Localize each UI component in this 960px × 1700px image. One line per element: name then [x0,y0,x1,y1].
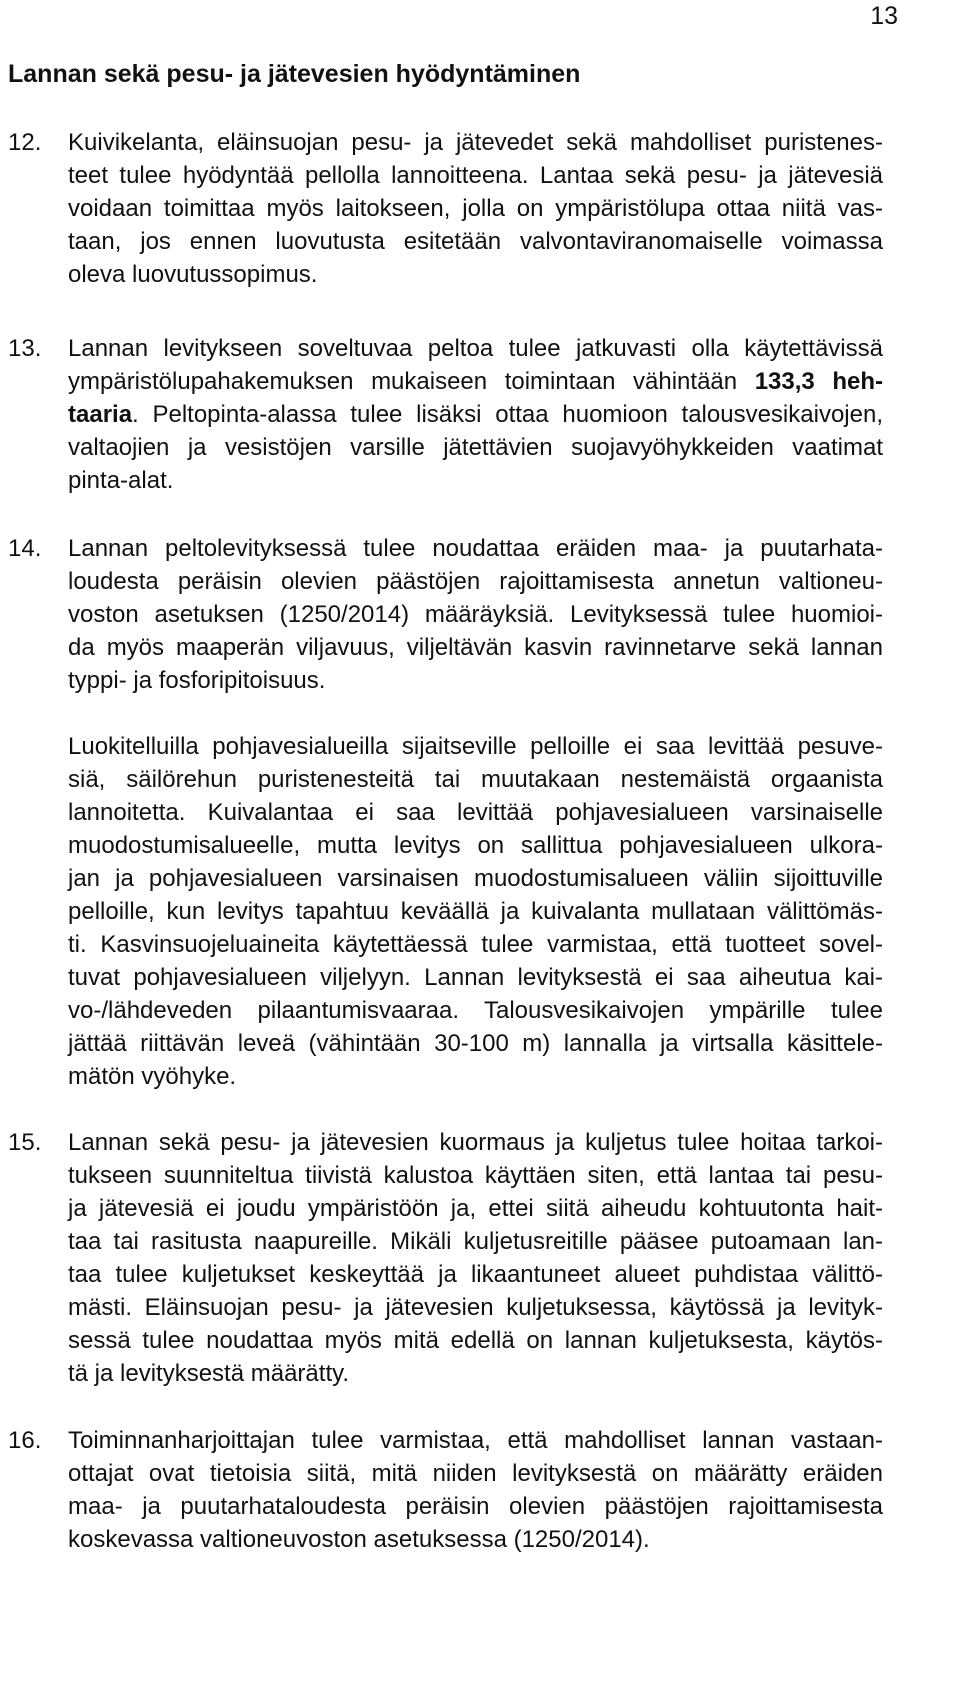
text-line: voston asetuksen (1250/2014) määräyksiä. Levityksessä tulee huomioi- [68,601,883,628]
text-line [68,365,883,398]
text-line: loudesta peräisin olevien päästöjen rajoittamisesta annetun valtioneu- [68,568,883,595]
item-14-continuation [8,730,883,1093]
text-line: Lannan levitykseen soveltuvaa peltoa tulee jatkuvasti olla käytettävissä [68,335,883,362]
text-line: jättää riittävän leveä (vähintään 30-100 m) lannalla ja virtsalla käsittele- [68,1030,883,1057]
numbered-item-15 [8,1126,883,1390]
item-text [68,532,883,697]
text-line: ottajat ovat tietoisia siitä, mitä niiden levityksestä on määrätty eräiden [68,1460,883,1487]
text-line: typpi- ja fosforipitoisuus. [68,667,326,694]
numbered-item-12 [8,126,883,291]
text-line: Kuivikelanta, eläinsuojan pesu- ja jätevedet sekä mahdolliset puristenes- [68,129,883,156]
text-line: oleva luovutussopimus. [68,261,318,288]
item-number: 15. [8,1129,42,1156]
emphasized-value: 133,3 heh- [754,368,884,395]
text-line: sessä tulee noudattaa myös mitä edellä on lannan kuljetuksesta, käytös- [68,1327,883,1354]
text-line: taan, jos ennen luovutusta esitetään valvontaviranomaiselle voimassa [68,228,883,255]
item-text [68,1424,883,1556]
text-line: pinta-alat. [68,467,174,494]
numbered-item-14 [8,532,883,697]
section-heading: Lannan sekä pesu- ja jätevesien hyödyntäminen [8,60,581,88]
text-line: mästi. Eläinsuojan pesu- ja jätevesien kuljetuksessa, käytössä ja levityk- [68,1294,883,1321]
text-line: muodostumisalueelle, mutta levitys on sallittua pohjavesialueen ulkora- [68,832,883,859]
text-line: Toiminnanharjoittajan tulee varmistaa, että mahdolliset lannan vastaan- [68,1427,883,1454]
text-line: valtaojien ja vesistöjen varsille jätettävien suojavyöhykkeiden vaatimat [68,434,883,461]
item-number: 12. [8,129,42,156]
text-line: Lannan peltolevityksessä tulee noudattaa eräiden maa- ja puutarhata- [68,535,883,562]
item-text [68,1126,883,1390]
item-number: 13. [8,335,42,362]
text-line: taa tai rasitusta naapureille. Mikäli kuljetusreitille pääsee putoamaan lan- [68,1228,883,1255]
text-line: Luokitelluilla pohjavesialueilla sijaitseville pelloille ei saa levittää pesuve- [68,733,883,760]
text-line: lannoitetta. Kuivalantaa ei saa levittää pohjavesialueen varsinaiselle [68,799,883,826]
item-text [68,332,883,497]
text-line [68,398,883,431]
text-line: vo-/lähdeveden pilaantumisvaaraa. Talousvesikaivojen ympärille tulee [68,997,883,1024]
item-number: 16. [8,1427,42,1454]
text-run: . Peltopinta-alassa tulee lisäksi ottaa huomioon talousvesikaivojen, [132,401,883,428]
text-line: ti. Kasvinsuojeluaineita käytettäessä tulee varmistaa, että tuotteet sovel- [68,931,883,958]
text-line: siä, säilörehun puristenesteitä tai muutakaan nestemäistä orgaanista [68,766,883,793]
paragraph-text [68,730,883,1093]
text-line: maa- ja puutarhataloudesta peräisin olevien päästöjen rajoittamisesta [68,1493,883,1520]
text-line: jan ja pohjavesialueen varsinaisen muodostumisalueen väliin sijoittuville [68,865,883,892]
page-number: 13 [870,2,898,30]
text-line: ja jätevesiä ei joudu ympäristöön ja, ettei siitä aiheudu kohtuutonta hait- [68,1195,883,1222]
text-line: pelloille, kun levitys tapahtuu keväällä ja kuivalanta mullataan välittömäs- [68,898,883,925]
numbered-item-13 [8,332,883,497]
text-line: teet tulee hyödyntää pellolla lannoitteena. Lantaa sekä pesu- ja jätevesiä [68,162,883,189]
text-line: mätön vyöhyke. [68,1063,237,1090]
text-line: tä ja levityksestä määrätty. [68,1360,349,1387]
item-text [68,126,883,291]
text-line: koskevassa valtioneuvoston asetuksessa (1250/2014). [68,1526,650,1553]
text-line: Lannan sekä pesu- ja jätevesien kuormaus ja kuljetus tulee hoitaa tarkoi- [68,1129,883,1156]
text-line: voidaan toimittaa myös laitokseen, jolla on ympäristölupa ottaa niitä vas- [68,195,883,222]
text-line: taa tulee kuljetukset keskeyttää ja likaantuneet alueet puhdistaa välittö- [68,1261,883,1288]
text-run: ympäristölupahakemuksen mukaiseen toimintaan vähintään [68,368,755,395]
text-line: da myös maaperän viljavuus, viljeltävän kasvin ravinnetarve sekä lannan [68,634,883,661]
emphasized-value: taaria [68,401,133,428]
text-line: tukseen suunniteltua tiivistä kalustoa käyttäen siten, että lantaa tai pesu- [68,1162,883,1189]
text-line: tuvat pohjavesialueen viljelyyn. Lannan levityksestä ei saa aiheutua kai- [68,964,883,991]
item-number: 14. [8,535,42,562]
numbered-item-16 [8,1424,883,1556]
